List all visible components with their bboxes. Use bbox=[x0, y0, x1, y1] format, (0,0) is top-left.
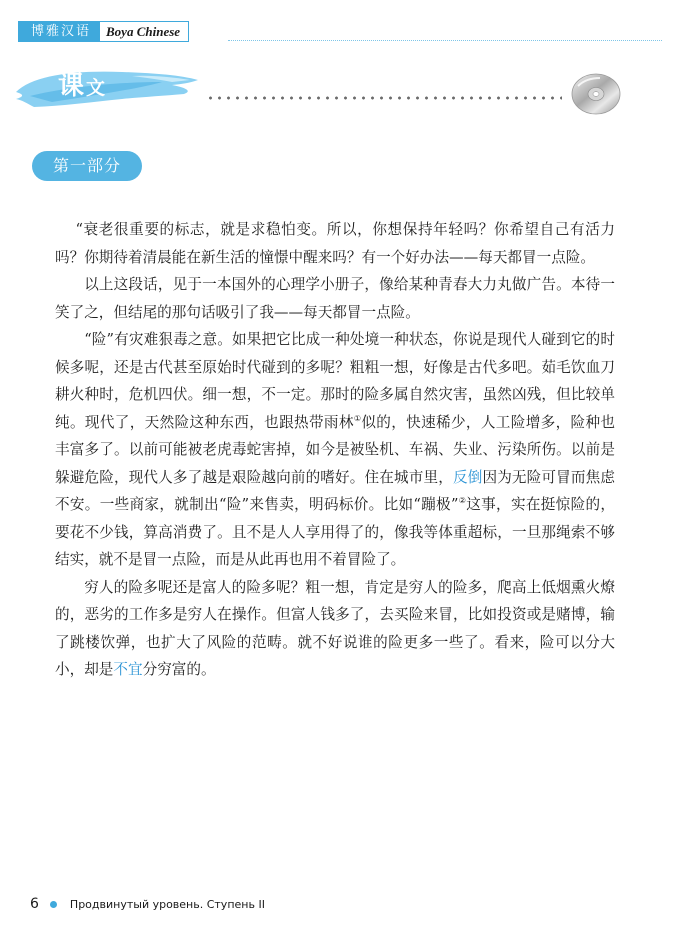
banner-dotted-line bbox=[206, 96, 562, 100]
paragraph-3-part-d: 这事，实在挺惊险的，要花不少钱，算高消费了。且不是人人享用得了的，像我等体重超标，一旦那绳索不够结实，就不是冒一点险，而是从此再也用不着冒险了。 bbox=[55, 496, 615, 568]
paragraph-3-part-b: 似的，快速稀少，人工险增多，险种也丰富多了。以前可能被老虎毒蛇害掉，如今是被坠机、车祸、失业、污染所伤。以前是躲避危险，现代人多了越是艰险越向前的嗜好。住在城市里， bbox=[55, 413, 615, 486]
paragraph-3-part-a: “险”有灾难狠毒之意。如果把它比成一种处境一种状态，你说是现代人碰到它的时候多呢，还是古代甚至原始时代碰到的多呢？粗粗一想，好像是古代多吧。茹毛饮血刀耕火种时，危机四伏。细一想，不一定。那时的险多属自然灾害，虽然凶残，但比较单纯。现代了，天然险这种东西，也跟热带雨林 bbox=[55, 331, 615, 431]
section-title bbox=[58, 66, 107, 108]
paragraph-4-part-a: 穷人的险多呢还是富人的险多呢？粗一想，肯定是穷人的险多，爬高上低烟熏火燎的，恶劣的工作多是穷人在操作。但富人钱多了，去买险来冒，比如投资或是赌博，输了跳楼饮弹，也扩大了风险的范畴。就不好说谁的险更多一些了。看来，险可以分大小，却是 bbox=[55, 578, 615, 678]
paragraph-1: “衰老很重要的标志，就是求稳怕变。所以，你想保持年轻吗？你希望自己有活力吗？你期待着清晨能在新生活的憧憬中醒来吗？有一个好办法——每天都冒一点险。 bbox=[55, 221, 615, 266]
cd-audio-icon[interactable] bbox=[570, 72, 622, 116]
section-title-main: 课 bbox=[58, 71, 87, 101]
lesson-text bbox=[55, 216, 615, 684]
highlighted-word-buyi: 不宜 bbox=[113, 661, 143, 678]
footer-bullet-icon bbox=[50, 901, 57, 908]
paragraph-4-part-b: 分穷富的。 bbox=[142, 661, 216, 678]
highlighted-word-fandao: 反倒 bbox=[452, 468, 483, 486]
paragraph-2: 以上这段话，见于一本国外的心理学小册子，像给某种青春大力丸做广告。本待一笑了之，但结尾的那句话吸引了我——每天都冒一点险。 bbox=[55, 276, 615, 321]
footnote-marker-1[interactable]: ① bbox=[353, 413, 362, 423]
section-title-sub: 文 bbox=[86, 77, 108, 99]
paragraph-4 bbox=[55, 574, 615, 684]
footnote-marker-2[interactable]: ② bbox=[458, 496, 467, 506]
part-label: 第一部分 bbox=[32, 151, 142, 181]
book-header bbox=[18, 21, 189, 42]
series-title-english: Boya Chinese bbox=[100, 21, 189, 42]
series-title-chinese: 博雅汉语 bbox=[18, 21, 100, 42]
paragraph-3 bbox=[55, 326, 615, 574]
page-number: 6 bbox=[30, 896, 39, 912]
paragraph-3-part-c: 因为无险可冒而焦虑不安。一些商家，就制出“险”来售卖，明码标价。比如“蹦极” bbox=[55, 468, 615, 513]
page-footer bbox=[30, 894, 265, 914]
series-level: Продвинутый уровень. Ступень II bbox=[69, 897, 265, 911]
header-divider bbox=[228, 40, 662, 41]
